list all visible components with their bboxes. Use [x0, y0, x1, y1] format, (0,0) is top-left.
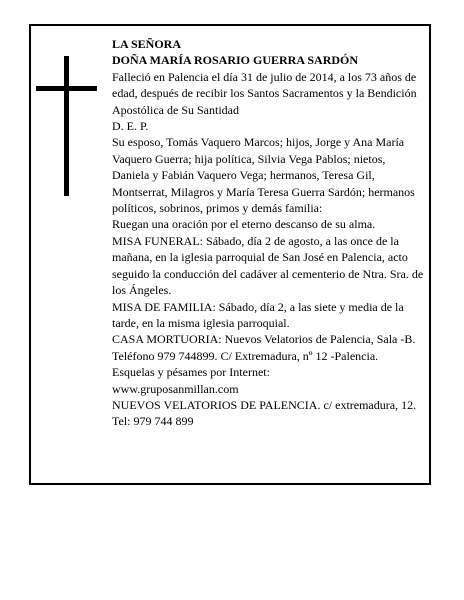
prayer-request: Ruegan una oración por el eterno descanso de su alma. [112, 217, 376, 232]
website: www.gruposanmillan.com [112, 381, 239, 396]
obituary-text [112, 36, 424, 430]
obituary-title: LA SEÑORA [112, 37, 182, 51]
death-announcement: Falleció en Palencia el día 31 de julio de 2014, a los 73 años de edad, después de recibir los Santos Sacramentos y la Bendición Apostólica de Su Santidad [112, 69, 417, 117]
funeral-home: CASA MORTUORIA: Nuevos Velatorios de Palencia, Sala -B. [112, 332, 416, 347]
funeral-home-contact: NUEVOS VELATORIOS DE PALENCIA. c/ extremadura, 12. Tel: 979 744 899 [112, 397, 417, 429]
cross-horizontal-bar [36, 86, 97, 91]
deceased-name: DOÑA MARÍA ROSARIO GUERRA SARDÓN [112, 53, 359, 68]
rip-line: D. E. P. [112, 119, 149, 134]
family-list: Su esposo, Tomás Vaquero Marcos; hijos, Jorge y Ana María Vaquero Guerra; hija política, Silvia Vega Pablos; nietos, Daniela y Fabián Vaquero Vega; hermanos, Teresa Gil, Montserrat, Milagros y María Teresa Guerra Sardón; hermanos políticos, sobrinos, primos y demás familia: [112, 135, 415, 216]
cross-vertical-bar [64, 56, 69, 196]
internet-condolences: Esquelas y pésames por Internet: [112, 365, 270, 380]
funeral-mass: MISA FUNERAL: Sábado, día 2 de agosto, a las once de la mañana, en la iglesia parroquial de San José en Palencia, acto seguido la conducción del cadáver al cementerio de Ntra. Sra. de los Ángeles. [112, 233, 424, 298]
phone-address: Teléfono 979 744899. C/ Extremadura, nº 12 -Palencia. [112, 348, 379, 363]
family-mass: MISA DE FAMILIA: Sábado, día 2, a las siete y media de la tarde, en la misma iglesia parroquial. [112, 299, 404, 330]
